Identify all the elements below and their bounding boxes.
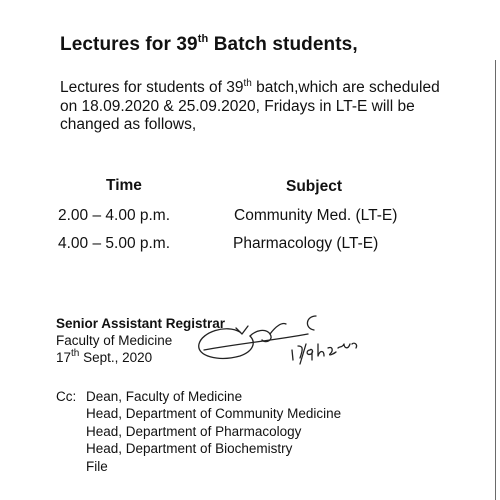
cc-recipient: Head, Department of Community Medicine (86, 406, 342, 421)
cc-recipient: Dean, Faculty of Medicine (86, 389, 243, 404)
signatory-date-rest: Sept., 2020 (79, 350, 153, 365)
title-superscript: th (197, 33, 209, 45)
schedule-row-2-subject: Pharmacology (LT-E) (233, 235, 379, 252)
cc-recipient: Head, Department of Biochemistry (86, 441, 293, 456)
title-suffix: Batch students, (208, 34, 358, 55)
schedule-row-1-subject: Community Med. (LT-E) (234, 207, 398, 224)
signatory-title: Senior Assistant Registrar (56, 316, 226, 331)
cc-label: Cc: (56, 389, 77, 404)
signatory-date-day: 17 (56, 350, 72, 365)
subject-column-header: Subject (286, 178, 342, 195)
cc-recipient: File (86, 459, 108, 474)
title-prefix: Lectures for 39 (60, 34, 198, 55)
intro-line-3: changed as follows, (60, 116, 197, 133)
time-column-header: Time (106, 177, 142, 194)
notice-title (60, 34, 358, 56)
notice-intro (60, 79, 460, 135)
signatory-faculty: Faculty of Medicine (56, 333, 173, 348)
intro-line-1 (60, 79, 460, 98)
intro-line-2: on 18.09.2020 & 25.09.2020, Fridays in LT-E will be (60, 97, 415, 115)
intro-line-1-prefix: Lectures for students of 39 (60, 79, 244, 96)
page-edge-line (495, 60, 496, 500)
signatory-date-superscript: th (71, 348, 80, 359)
signatory-date (56, 350, 152, 365)
schedule-row-2-time: 4.00 – 5.00 p.m. (58, 235, 171, 252)
schedule-row-1-time: 2.00 – 4.00 p.m. (58, 207, 171, 224)
intro-line-1-suffix: batch,which are scheduled (251, 79, 440, 96)
intro-superscript: th (243, 78, 252, 89)
handwritten-signature (196, 304, 366, 376)
cc-recipient: Head, Department of Pharmacology (86, 424, 302, 439)
